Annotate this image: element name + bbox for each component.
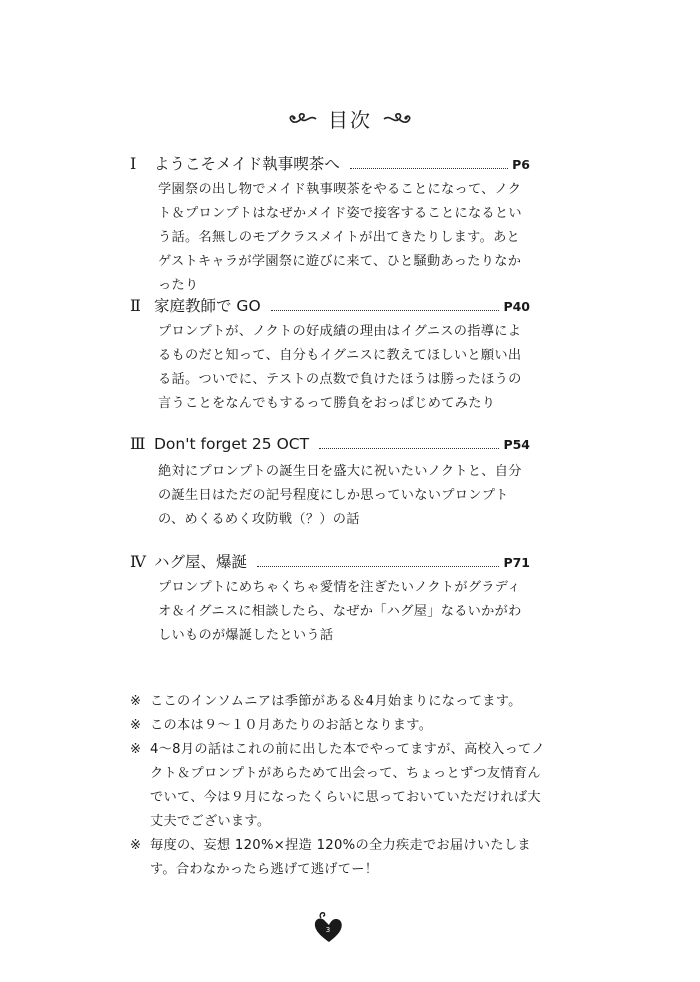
reference-mark: ※ bbox=[130, 694, 142, 709]
chapter-numeral: Ⅲ bbox=[130, 434, 146, 453]
chapter-page-number: P6 bbox=[512, 157, 530, 172]
reference-mark: ※ bbox=[130, 742, 142, 757]
note-text: ここのインソムニアは季節がある＆4月始まりになってます。 bbox=[150, 694, 522, 709]
chapter-title: Don't forget 25 OCT bbox=[154, 435, 310, 453]
chapter-title: 家庭教師で GO bbox=[154, 297, 261, 315]
page-title: 目次 bbox=[328, 108, 372, 132]
chapter-summary: プロンプトにめちゃくちゃ愛情を注ぎたいノクトがグラディオ＆イグニスに相談したら、なぜか「ハグ屋」なるいかがわしいものが爆誕したという話 bbox=[158, 580, 522, 643]
note-text: 毎度の、妄想 120%×捏造 120%の全力疾走でお届けいたします。合わなかったら逃げて逃げてー！ bbox=[150, 838, 531, 877]
page-number: 3 bbox=[325, 926, 331, 934]
dotted-leader bbox=[257, 565, 499, 567]
reference-mark: ※ bbox=[130, 838, 142, 853]
left-flourish-icon bbox=[288, 110, 318, 128]
chapter-entry bbox=[130, 550, 530, 648]
note-text: この本は９〜１０月あたりのお話となります。 bbox=[150, 718, 433, 733]
reference-mark: ※ bbox=[130, 718, 142, 733]
chapter-entry bbox=[130, 152, 530, 298]
chapter-page-number: P71 bbox=[503, 555, 530, 570]
toc-header bbox=[0, 104, 700, 133]
chapter-heading bbox=[130, 294, 530, 318]
chapter-summary: プロンプトが、ノクトの好成績の理由はイグニスの指導によるものだと知って、自分もイグニスに教えてほしいと願い出る話。ついでに、テストの点数で負けたほうは勝ったほうの言うことをなんでもするって勝負をおっぱじめてみたり bbox=[158, 324, 522, 411]
chapter-page-number: P54 bbox=[503, 437, 530, 452]
note-item bbox=[130, 834, 550, 882]
chapter-summary: 学園祭の出し物でメイド執事喫茶をやることになって、ノクト＆プロンプトはなぜかメイド姿で接客することになるという話。名無しのモブクラスメイトが出てきたりします。あとゲストキャラが学園祭に遊びに来て、ひと騒動あったりなかったり bbox=[158, 182, 522, 293]
chapter-numeral: Ⅰ bbox=[130, 154, 137, 173]
chapter-page-number: P40 bbox=[503, 299, 530, 314]
chapter-heading bbox=[130, 152, 530, 176]
dotted-leader bbox=[271, 309, 500, 311]
chapter-summary: 絶対にプロンプトの誕生日を盛大に祝いたいノクトと、自分の誕生日はただの記号程度にしか思っていないプロンプトの、めくるめく攻防戦（？）の話 bbox=[158, 464, 522, 527]
chapter-numeral: Ⅱ bbox=[130, 296, 141, 315]
note-item bbox=[130, 714, 550, 738]
notes-section bbox=[130, 690, 550, 882]
chapter-entry bbox=[130, 434, 530, 532]
note-item bbox=[130, 690, 550, 714]
note-item bbox=[130, 738, 550, 834]
chapter-numeral: Ⅳ bbox=[130, 552, 146, 571]
chapter-entry bbox=[130, 294, 530, 416]
dotted-leader bbox=[319, 447, 499, 449]
right-flourish-icon bbox=[382, 110, 412, 128]
page-number-heart-icon bbox=[309, 910, 349, 946]
chapter-title: ようこそメイド執事喫茶へ bbox=[154, 155, 340, 173]
chapter-heading bbox=[130, 434, 530, 458]
note-text: 4〜8月の話はこれの前に出した本でやってますが、高校入ってノクト＆プロンプトがあらためて出会って、ちょっとずつ友情育んでいて、今は９月になったくらいに思っておいていただければ大丈夫でございます。 bbox=[150, 742, 546, 829]
chapter-title: ハグ屋、爆誕 bbox=[154, 553, 248, 571]
chapter-heading bbox=[130, 550, 530, 574]
dotted-leader bbox=[350, 167, 508, 169]
